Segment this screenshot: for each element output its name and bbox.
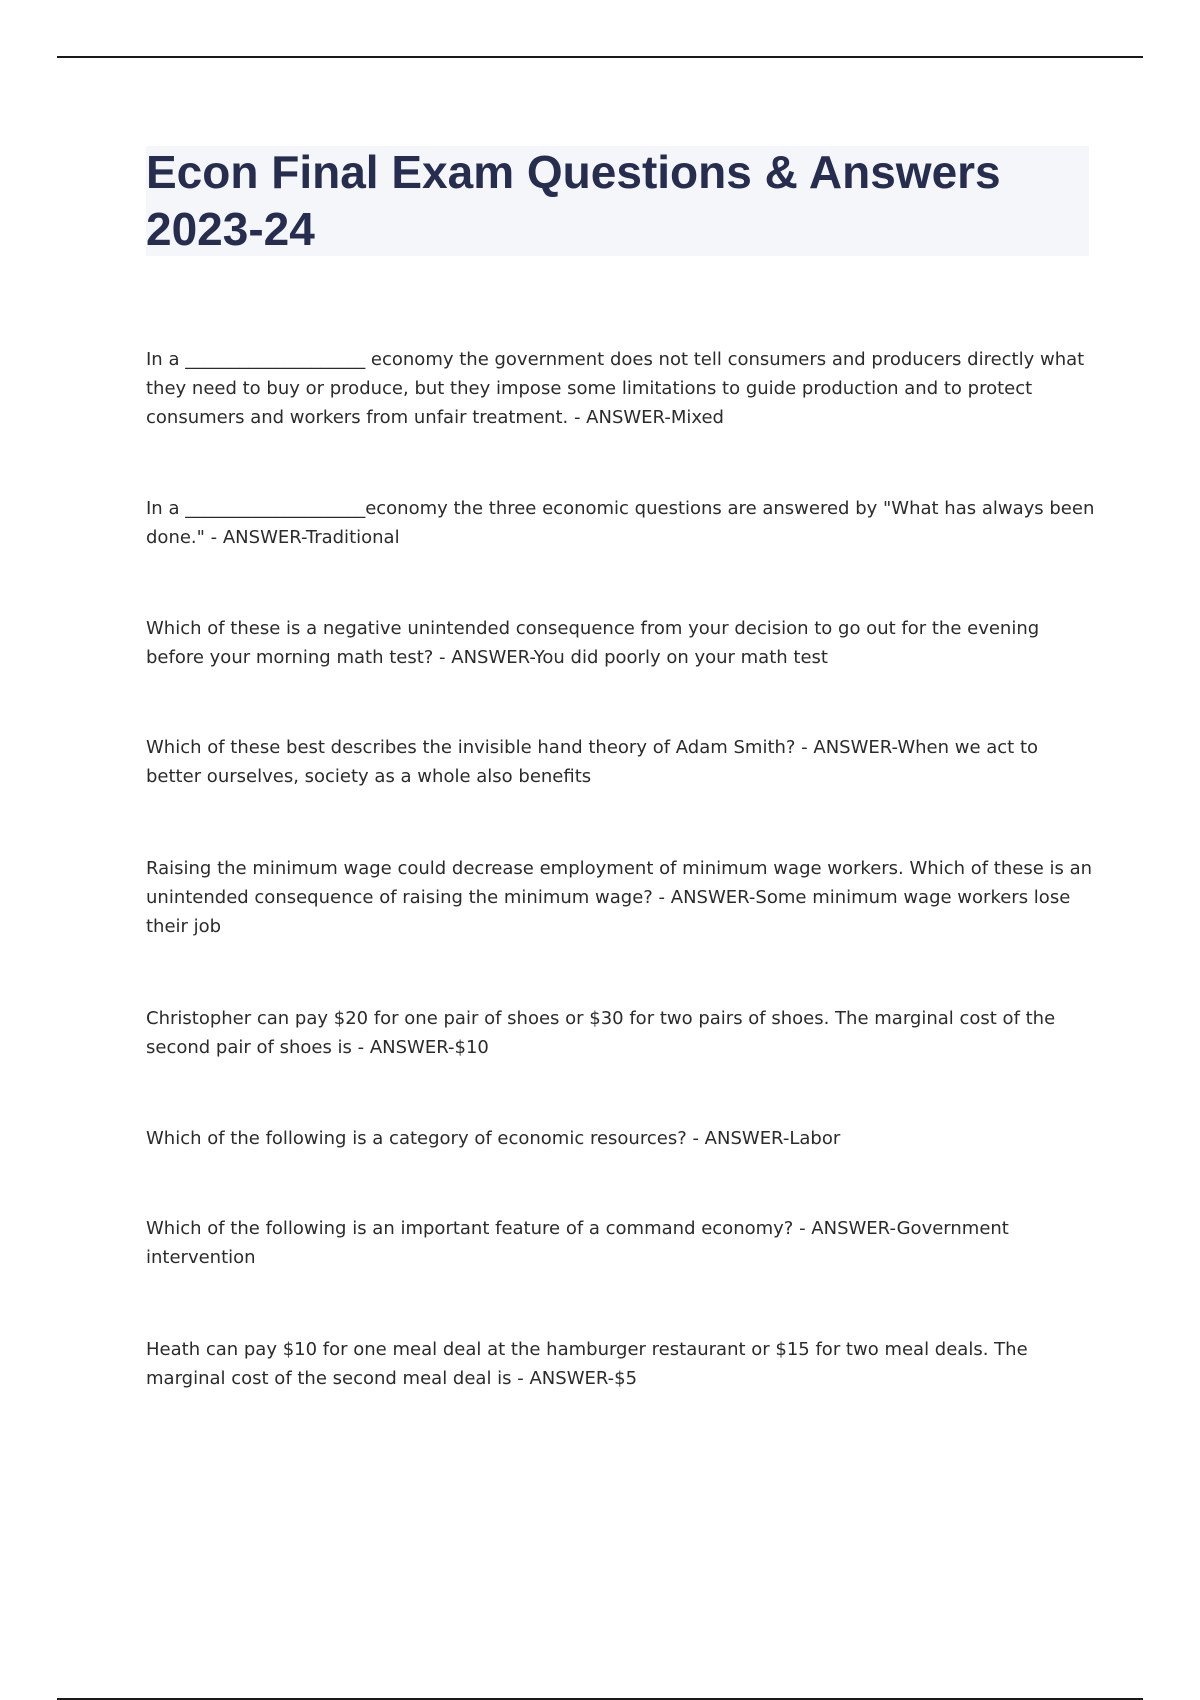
qa-item-2: In a ____________________economy the three economic questions are answered by "What has always been done." - ANSWER-Traditional bbox=[146, 498, 1095, 548]
qa-item-6: Christopher can pay $20 for one pair of shoes or $30 for two pairs of shoes. The marginal cost of the second pair of shoes is - ANSWER-$10 bbox=[146, 1008, 1056, 1058]
header-rule bbox=[57, 56, 1143, 58]
qa-item-7: Which of the following is a category of economic resources? - ANSWER-Labor bbox=[146, 1128, 841, 1149]
qa-item-9: Heath can pay $10 for one meal deal at the hamburger restaurant or $15 for two meal deals. The marginal cost of the second meal deal is - ANSWER-$5 bbox=[146, 1339, 1028, 1389]
qa-item-1: In a ____________________ economy the government does not tell consumers and producers directly what they need to buy or produce, but they impose some limitations to guide production and to protect consumers and workers from unfair treatment. - ANSWER-Mixed bbox=[146, 349, 1085, 428]
qa-item-8: Which of the following is an important feature of a command economy? - ANSWER-Government intervention bbox=[146, 1218, 1009, 1268]
document-title: Econ Final Exam Questions & Answers 2023-24 bbox=[146, 146, 1001, 255]
qa-item-5: Raising the minimum wage could decrease employment of minimum wage workers. Which of these is an unintended consequence of raising the minimum wage? - ANSWER-Some minimum wage workers lose their job bbox=[146, 858, 1093, 937]
qa-item-4: Which of these best describes the invisible hand theory of Adam Smith? - ANSWER-When we act to better ourselves, society as a whole also benefits bbox=[146, 737, 1039, 787]
qa-item-3: Which of these is a negative unintended consequence from your decision to go out for the evening before your morning math test? - ANSWER-You did poorly on your math test bbox=[146, 618, 1040, 668]
